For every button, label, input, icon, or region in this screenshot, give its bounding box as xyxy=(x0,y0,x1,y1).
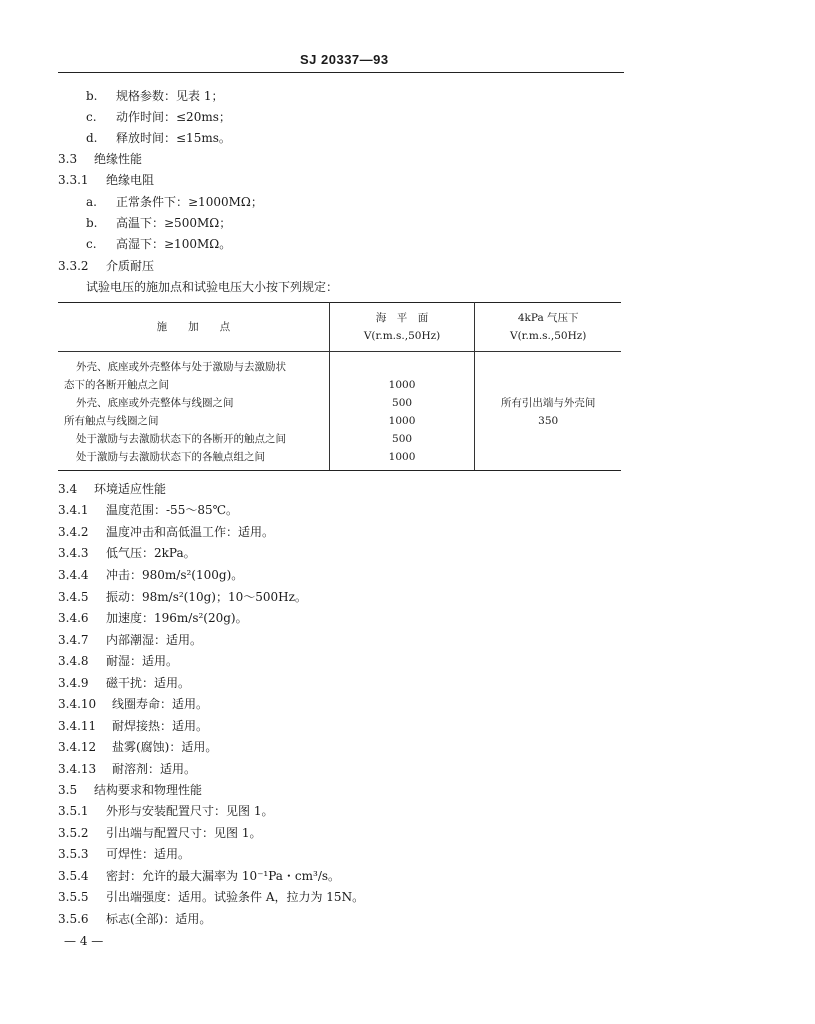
item-marker: c. xyxy=(86,110,97,124)
clause: 3.4.10 线圈寿命：适用。 xyxy=(58,697,209,711)
section-heading xyxy=(58,151,142,167)
table-cell: 1000 xyxy=(388,451,416,463)
section-number: 3.5 xyxy=(58,783,78,797)
document-code: SJ 20337—93 xyxy=(300,52,389,67)
list-item xyxy=(86,236,231,252)
section-title: 结构要求和物理性能 xyxy=(94,783,203,797)
section-number: 3.3 xyxy=(58,152,78,166)
list-item xyxy=(86,130,231,146)
clause: 3.4.8 耐湿：适用。 xyxy=(58,654,179,668)
table-row: 态下的各断开触点之间 xyxy=(64,379,169,391)
clause: 3.4.5 振动：98m/s²(10g)；10～500Hz。 xyxy=(58,590,307,604)
clause: 3.5.5 引出端强度：适用。试验条件 A，拉力为 15N。 xyxy=(58,890,365,904)
clause: 3.5.1 外形与安装配置尺寸：见图 1。 xyxy=(58,804,274,818)
item-text: 规格参数：见表 1； xyxy=(116,89,224,103)
section-heading xyxy=(58,782,202,798)
clause: 3.4.7 内部潮湿：适用。 xyxy=(58,633,203,647)
table-cell: 1000 xyxy=(388,415,416,427)
section-number: 3.3.1 xyxy=(58,173,89,187)
clause: 3.4.12 盐雾(腐蚀)：适用。 xyxy=(58,740,218,754)
section-heading xyxy=(58,481,166,497)
clause: 3.5.2 引出端与配置尺寸：见图 1。 xyxy=(58,826,262,840)
item-marker: b. xyxy=(86,89,98,103)
clause: 3.4.1 温度范围：-55～85℃。 xyxy=(58,503,239,517)
subsection-heading xyxy=(58,172,154,188)
section-title: 绝缘性能 xyxy=(94,152,143,166)
column-header-low-pressure: 4kPa 气压下 V(r.m.s.,50Hz) xyxy=(475,303,621,352)
section-title: 绝缘电阻 xyxy=(106,173,155,187)
clause: 3.4.11 耐焊接热：适用。 xyxy=(58,719,209,733)
item-marker: d. xyxy=(86,131,98,145)
list-item xyxy=(86,88,223,104)
section-title: 介质耐压 xyxy=(106,259,155,273)
page-number: — 4 — xyxy=(64,934,104,948)
header-rule xyxy=(58,72,624,73)
table-row: 处于激励与去激励状态下的各触点组之间 xyxy=(76,451,265,463)
clause: 3.5.6 标志(全部)：适用。 xyxy=(58,912,212,926)
clause: 3.4.9 磁干扰：适用。 xyxy=(58,676,191,690)
list-item xyxy=(86,109,231,125)
low-pressure-value: 350 xyxy=(538,415,559,427)
section-title: 环境适应性能 xyxy=(94,482,167,496)
item-text: 高湿下：≥100MΩ。 xyxy=(116,237,232,251)
item-marker: c. xyxy=(86,237,97,251)
table-row: 所有触点与线圈之间 xyxy=(64,415,159,427)
table-cell xyxy=(330,358,475,376)
table-cell: 1000 xyxy=(388,379,416,391)
application-points-cell xyxy=(58,352,329,471)
item-text: 高温下：≥500MΩ； xyxy=(116,216,232,230)
list-item xyxy=(86,215,231,231)
section-number: 3.3.2 xyxy=(58,259,89,273)
section-number: 3.4 xyxy=(58,482,78,496)
item-text: 正常条件下：≥1000MΩ； xyxy=(116,195,263,209)
clause: 3.4.13 耐溶剂：适用。 xyxy=(58,762,197,776)
dielectric-voltage-table xyxy=(58,302,621,471)
table-row: 处于激励与去激励状态下的各断开的触点之间 xyxy=(76,433,286,445)
table-intro: 试验电压的施加点和试验电压大小按下列规定： xyxy=(86,280,339,294)
column-header-sea-level: 海 平 面 V(r.m.s.,50Hz) xyxy=(329,303,475,352)
item-marker: b. xyxy=(86,216,98,230)
clause: 3.4.2 温度冲击和高低温工作：适用。 xyxy=(58,525,275,539)
clause: 3.4.3 低气压：2kPa。 xyxy=(58,546,196,560)
table-row: 外壳、底座或外壳整体与线圈之间 xyxy=(76,397,234,409)
item-text: 动作时间：≤20ms； xyxy=(116,110,231,124)
table-cell: 500 xyxy=(392,433,413,445)
table-cell: 500 xyxy=(392,397,413,409)
low-pressure-label: 所有引出端与外壳间 xyxy=(500,397,596,409)
list-item xyxy=(86,194,263,210)
clause: 3.5.4 密封：允许的最大漏率为 10⁻¹Pa・cm³/s。 xyxy=(58,869,341,883)
sea-level-values-cell xyxy=(329,352,475,471)
clause: 3.4.6 加速度：196m/s²(20g)。 xyxy=(58,611,248,625)
item-text: 释放时间：≤15ms。 xyxy=(116,131,231,145)
subsection-heading xyxy=(58,258,154,274)
item-marker: a. xyxy=(86,195,97,209)
low-pressure-values-cell xyxy=(475,352,621,471)
table-row: 外壳、底座或外壳整体与处于激励与去激励状 xyxy=(76,361,286,373)
column-header-application-point: 施 加 点 xyxy=(58,303,329,352)
clause: 3.5.3 可焊性：适用。 xyxy=(58,847,191,861)
clause: 3.4.4 冲击：980m/s²(100g)。 xyxy=(58,568,244,582)
